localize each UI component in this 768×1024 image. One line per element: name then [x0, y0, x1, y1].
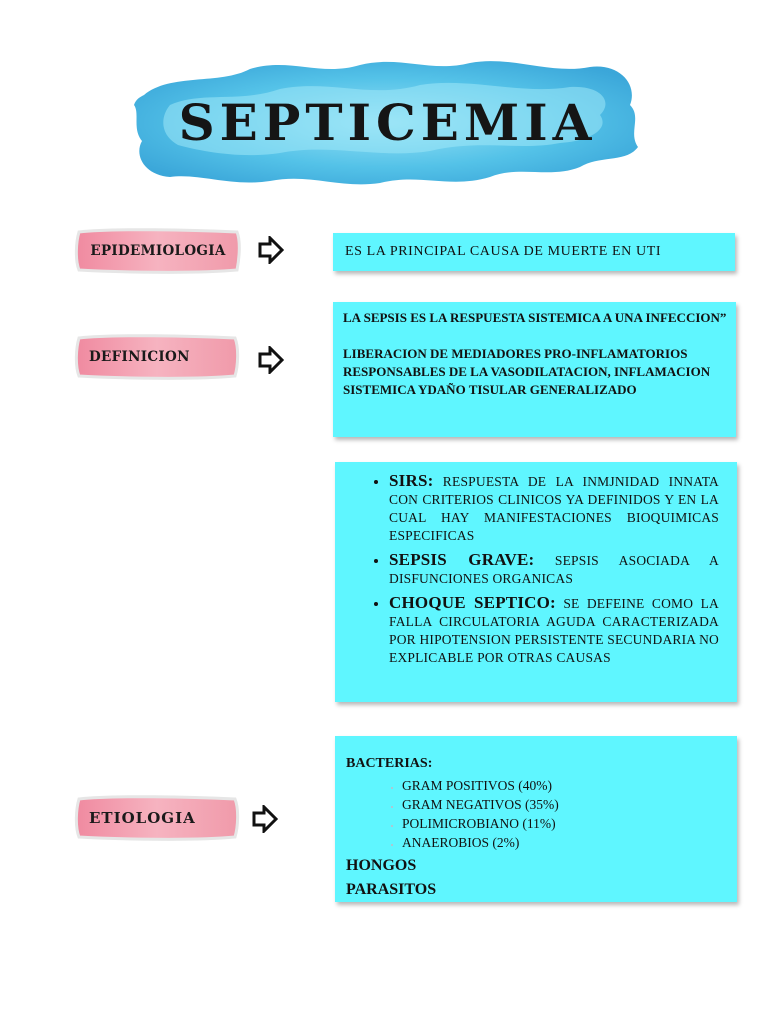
tag-label: DEFINICION: [89, 349, 190, 365]
list-item: ▪ POLIMICROBIANO (11%): [402, 814, 727, 833]
arrow-right-icon: [258, 236, 284, 264]
etiologia-box: [335, 736, 737, 902]
tag-label: ETIOLOGIA: [89, 809, 196, 827]
clasificacion-box: [335, 462, 737, 702]
list-item: [389, 551, 719, 588]
page-title: SEPTICEMIA: [178, 93, 597, 152]
title-banner: [130, 55, 645, 190]
arrow-right-icon: [258, 346, 284, 374]
list-item: ▪ ANAEROBIOS (2%): [402, 833, 727, 852]
term: SEPSIS GRAVE:: [389, 550, 535, 569]
tag-definicion: [73, 332, 241, 382]
term-description: RESPUESTA DE LA INMJNIDAD INNATA CON CRITERIOS CLINICOS YA DEFINIDOS Y EN LA CUAL HAY MANIFESTACIONES BIOQUIMICAS ESPECIFICAS: [389, 474, 720, 543]
hongos-label: HONGOS: [346, 857, 417, 874]
term-description: SEPSIS ASOCIADA A DISFUNCIONES ORGANICAS: [389, 553, 719, 586]
clasificacion-list: [365, 472, 719, 667]
definicion-box: [333, 302, 736, 437]
epidemiologia-box: [333, 233, 735, 271]
term-description: SE DEFEINE COMO LA FALLA CIRCULATORIA AGUDA CARACTERIZADA POR HIPOTENSION PERSISTENTE SECUNDARIA NO EXPLICABLE POR OTRAS CAUSAS: [389, 596, 719, 665]
bacterias-list: [346, 776, 727, 852]
list-item: [389, 594, 719, 667]
bacterias-heading: BACTERIAS:: [346, 756, 433, 771]
definicion-text-1: LA SEPSIS ES LA RESPUESTA SISTEMICA A UNA INFECCION”: [343, 310, 727, 325]
arrow-right-icon: [252, 805, 278, 833]
definicion-text-2: LIBERACION DE MEDIADORES PRO-INFLAMATORIOS RESPONSABLES DE LA VASODILATACION, INFLAMACION SISTEMICA YDAÑO TISULAR GENERALIZADO: [343, 346, 711, 397]
list-item: [389, 472, 719, 545]
tag-etiologia: [73, 793, 241, 843]
tag-epidemiologia: [73, 226, 243, 276]
tag-label: EPIDEMIOLOGIA: [90, 243, 226, 259]
parasitos-label: PARASITOS: [346, 881, 437, 898]
term: CHOQUE SEPTICO:: [389, 593, 556, 612]
epidemiologia-text: ES LA PRINCIPAL CAUSA DE MUERTE EN UTI: [345, 244, 662, 259]
list-item: ▪ GRAM POSITIVOS (40%): [402, 776, 727, 795]
term: SIRS:: [389, 471, 434, 490]
list-item: ▪ GRAM NEGATIVOS (35%): [402, 795, 727, 814]
